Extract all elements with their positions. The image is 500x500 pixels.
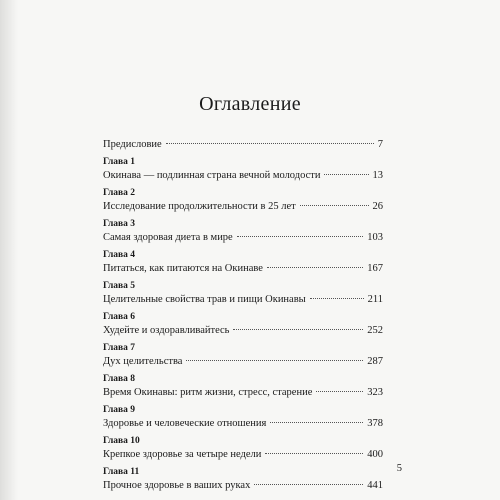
toc-row	[103, 386, 383, 400]
page-gutter-shadow	[0, 0, 18, 500]
dot-leader	[300, 205, 369, 206]
toc-row	[103, 324, 383, 338]
entry-title: Целительные свойства трав и пищи Окинавы	[103, 294, 306, 305]
entry-title: Самая здоровая диета в мире	[103, 232, 233, 243]
chapter-label: Глава 9	[103, 405, 136, 415]
chapter-label: Глава 5	[103, 281, 136, 291]
toc-entry-chapter-8	[103, 373, 383, 400]
dot-leader	[265, 453, 363, 454]
chapter-label: Глава 10	[103, 436, 140, 446]
toc-row	[103, 262, 383, 276]
entry-page-number: 7	[377, 139, 383, 150]
page-number: 5	[396, 463, 402, 474]
chapter-label: Глава 1	[103, 157, 136, 167]
entry-title: Худейте и оздоравливайтесь	[103, 325, 230, 336]
entry-page-number: 103	[367, 232, 383, 243]
toc-row	[103, 479, 383, 493]
entry-page-number: 167	[367, 263, 383, 274]
entry-title: Окинава — подлинная страна вечной молодости	[103, 170, 321, 181]
toc-row	[103, 417, 383, 431]
dot-leader	[254, 484, 363, 485]
entry-title: Время Окинавы: ритм жизни, стресс, старение	[103, 387, 313, 398]
chapter-label: Глава 11	[103, 467, 140, 477]
entry-title: Исследование продолжительности в 25 лет	[103, 201, 296, 212]
toc-row	[103, 169, 383, 183]
entry-page-number: 400	[367, 449, 383, 460]
show-through-text	[332, 6, 482, 58]
toc-entry-chapter-3	[103, 218, 383, 245]
entry-page-number: 287	[367, 356, 383, 367]
entry-title: Предисловие	[103, 139, 162, 150]
entry-title: Дух целительства	[103, 356, 183, 367]
entry-page-number: 378	[367, 418, 383, 429]
dot-leader	[310, 298, 364, 299]
dot-leader	[324, 174, 368, 175]
entry-title: Здоровье и человеческие отношения	[103, 418, 267, 429]
table-of-contents	[103, 138, 383, 493]
chapter-label: Глава 4	[103, 250, 136, 260]
toc-entry-chapter-9	[103, 404, 383, 431]
toc-row	[103, 231, 383, 245]
toc-entry-chapter-1	[103, 156, 383, 183]
chapter-label: Глава 6	[103, 312, 136, 322]
dot-leader	[237, 236, 364, 237]
toc-entry-chapter-5	[103, 280, 383, 307]
toc-title: Оглавление	[199, 93, 301, 115]
entry-page-number: 252	[367, 325, 383, 336]
toc-entry-chapter-11	[103, 466, 383, 493]
dot-leader	[270, 422, 363, 423]
dot-leader	[267, 267, 363, 268]
entry-page-number: 441	[367, 480, 383, 491]
dot-leader	[186, 360, 363, 361]
entry-title: Питаться, как питаются на Окинаве	[103, 263, 263, 274]
entry-page-number: 13	[372, 170, 383, 181]
toc-row	[103, 293, 383, 307]
dot-leader	[316, 391, 363, 392]
dot-leader	[166, 143, 374, 144]
toc-row	[103, 200, 383, 214]
toc-row	[103, 138, 383, 152]
entry-title: Прочное здоровье в ваших руках	[103, 480, 251, 491]
toc-row	[103, 448, 383, 462]
chapter-label: Глава 2	[103, 188, 136, 198]
dot-leader	[233, 329, 363, 330]
toc-entry-chapter-4	[103, 249, 383, 276]
toc-row	[103, 355, 383, 369]
toc-entry-chapter-7	[103, 342, 383, 369]
chapter-label: Глава 8	[103, 374, 136, 384]
entry-page-number: 323	[367, 387, 383, 398]
entry-page-number: 211	[367, 294, 383, 305]
entry-page-number: 26	[372, 201, 383, 212]
toc-entry-chapter-6	[103, 311, 383, 338]
toc-entry-chapter-2	[103, 187, 383, 214]
chapter-label: Глава 7	[103, 343, 136, 353]
chapter-label: Глава 3	[103, 219, 136, 229]
toc-entry-chapter-10	[103, 435, 383, 462]
toc-entry-preface	[103, 138, 383, 152]
entry-title: Крепкое здоровье за четыре недели	[103, 449, 262, 460]
